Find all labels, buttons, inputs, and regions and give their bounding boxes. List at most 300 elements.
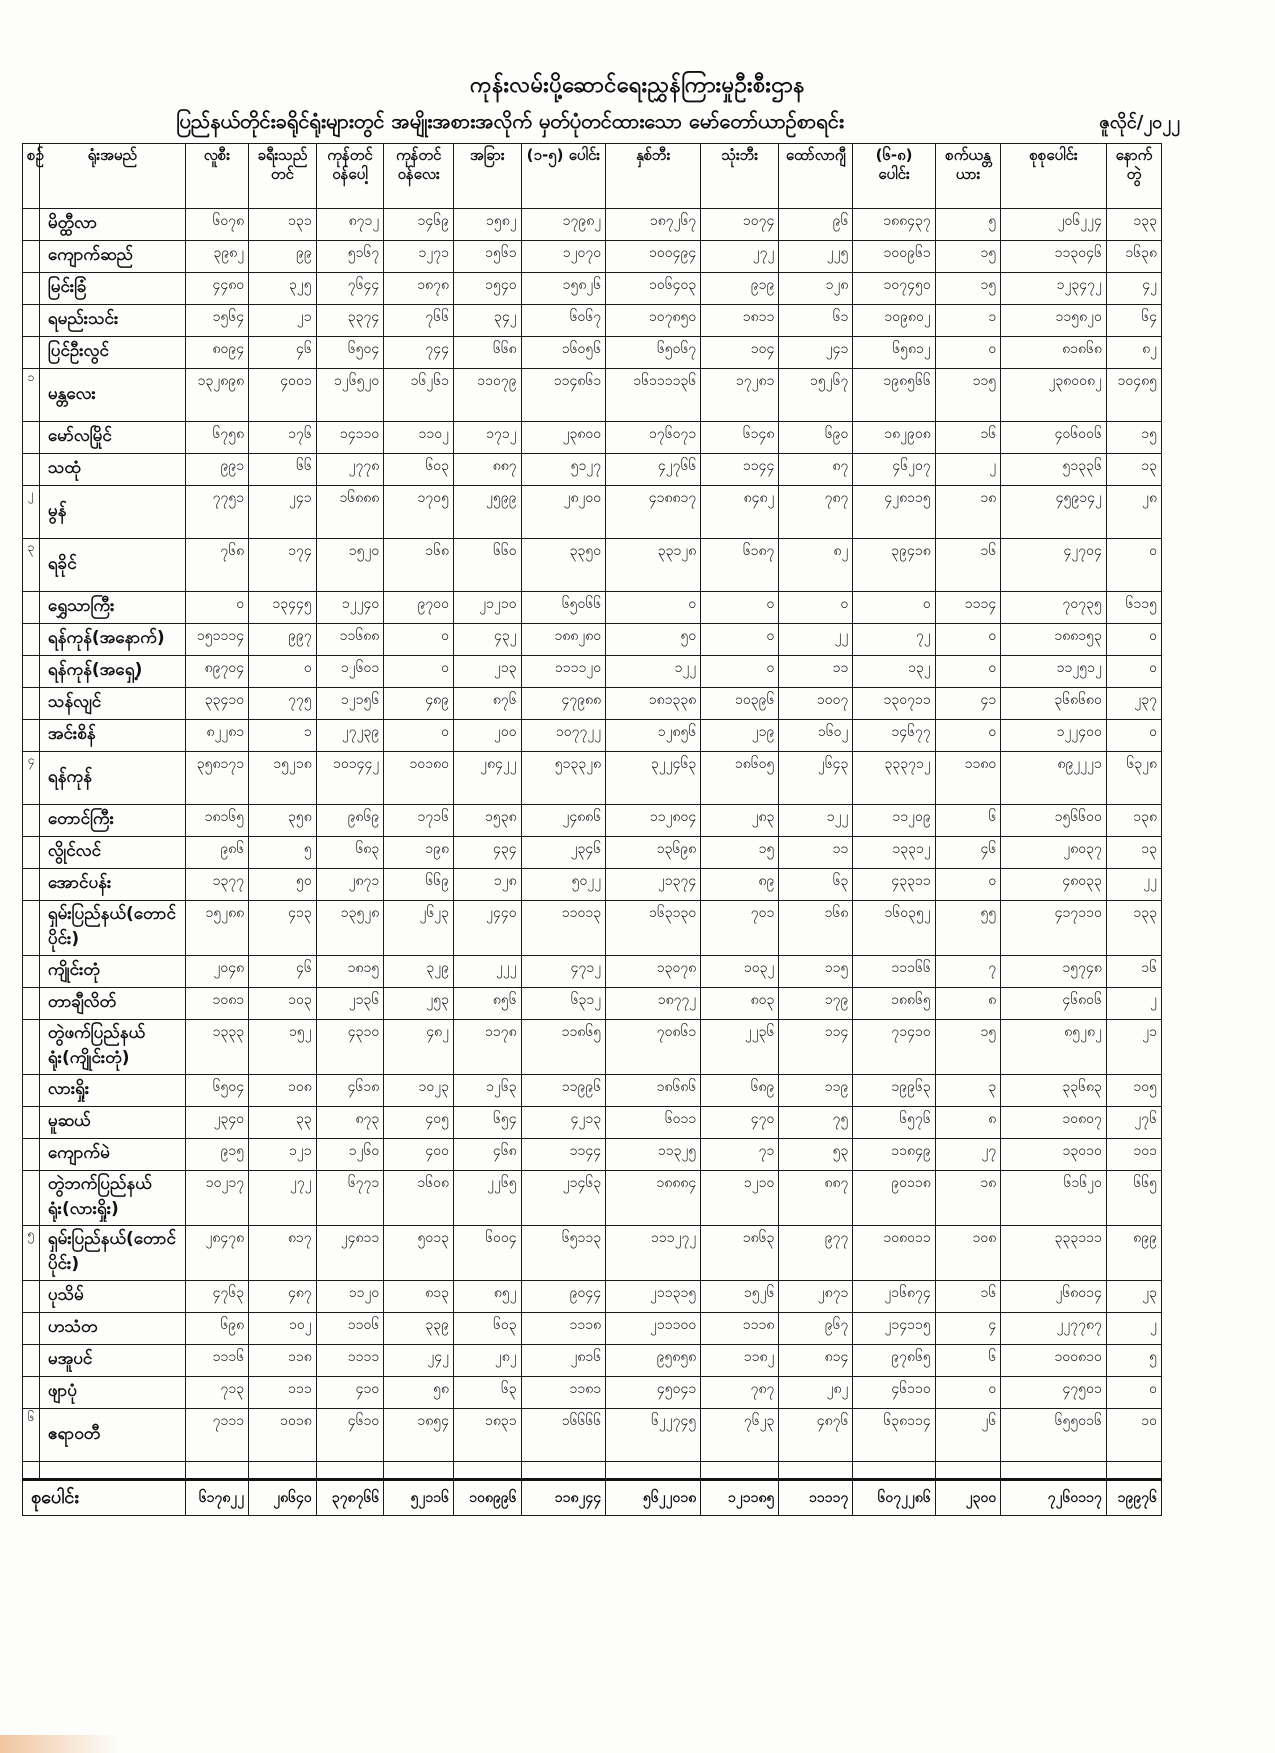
cell-value: ၄၃၄ [454,837,522,869]
office-name: ကျိုင်းတုံ [39,956,185,988]
cell-value: ၆၅၀၄ [316,337,384,369]
cell-value: ၀ [935,337,1001,369]
cell-value: ၁၀၁၈၀ [384,752,454,805]
cell-value: ၁၃၃၁၂ [853,837,935,869]
cell-value: ၀ [935,869,1001,901]
cell-value: ၁၀၇၄ [701,209,779,241]
cell-value: ၂၆ [935,1409,1001,1462]
cell-value: ၀ [606,592,701,624]
cell-value: ၁၁၀၁၃ [521,901,606,956]
cell-value: ၃၃၆၈၃ [1001,1075,1107,1107]
cell-value: ၅ [1106,1345,1161,1377]
row-index [23,624,40,656]
office-name: ဖျာပုံ [39,1377,185,1409]
cell-value: ၄၆ [249,337,317,369]
table-row [23,752,1162,805]
column-header: စုစုပေါင်း [1001,144,1107,209]
cell-value: ၇၂ [853,624,935,656]
cell-value: ၂၁၂၁၀ [454,592,522,624]
cell-value: ၁၂၂၄၀ [316,592,384,624]
cell-value: ၁၁၅ [935,369,1001,422]
cell-value: ၈၁၄ [779,1345,853,1377]
cell-value: ၁၀၃၂ [701,956,779,988]
cell-value: ၄၂၁၃ [521,1107,606,1139]
cell-value: ၁၅၂၁၈ [249,752,317,805]
cell-value: ၁၈၈၄၃၇ [853,209,935,241]
column-header: (၁-၅) ပေါင်း [521,144,606,209]
cell-value: ၁၀၃ [249,988,317,1020]
table-row [23,805,1162,837]
cell-value: ၆၄ [1106,305,1161,337]
cell-value: ၆၃၂၈ [1106,752,1161,805]
cell-value: ၂၅၉၉ [454,486,522,539]
row-index [23,1345,40,1377]
cell-value: ၁၁၆၈၈ [316,624,384,656]
cell-value: ၉၆၇ [779,1313,853,1345]
office-name: မူဆယ် [39,1107,185,1139]
row-index [23,688,40,720]
cell-value: ၈၇၆ [454,688,522,720]
column-header: သုံးဘီး [701,144,779,209]
total-value: ၆၀၇၂၂၈၆ [853,1480,935,1516]
spacer-cell [23,1462,40,1480]
spacer-cell [606,1462,701,1480]
table-row [23,988,1162,1020]
row-index [23,209,40,241]
cell-value: ၂၁၁၁၀၀ [606,1313,701,1345]
total-value: ၅၆၂၂၀၁၈ [606,1480,701,1516]
cell-value: ၆၃ [779,869,853,901]
table-row [23,369,1162,422]
cell-value: ၆၁၄၈ [701,422,779,454]
cell-value: ၂၇၂ [249,1171,317,1226]
cell-value: ၆၃၁၂ [521,988,606,1020]
cell-value: ၂၁၃၇၄ [606,869,701,901]
cell-value: ၁၆ [935,1281,1001,1313]
row-index: ၅ [23,1226,40,1281]
table-row [23,901,1162,956]
office-name: အင်းစိန် [39,720,185,752]
cell-value: ၁၃၃ [1106,209,1161,241]
cell-value: ၇ [935,956,1001,988]
total-row [23,1480,1162,1516]
row-index [23,305,40,337]
total-value: ၁၉၉၇၆ [1106,1480,1161,1516]
table-row [23,209,1162,241]
cell-value: ၂ [1106,988,1161,1020]
cell-value: ၀ [935,1377,1001,1409]
cell-value: ၁၁၈၄၉ [853,1139,935,1171]
cell-value: ၁၀၈၀၇ [1001,1107,1107,1139]
cell-value: ၁၂၁ [249,1139,317,1171]
table-row [23,1281,1162,1313]
cell-value: ၁၁၃၂၅ [606,1139,701,1171]
cell-value: ၉၇၈၆၅ [853,1345,935,1377]
cell-value: ၁၁၄၄ [521,1139,606,1171]
cell-value: ၁၁၀၇၉ [454,369,522,422]
cell-value: ၁၅၆၁ [454,241,522,273]
cell-value: ၁၅ [701,837,779,869]
cell-value: ၁၆၀၂ [779,720,853,752]
cell-value: ၂၁၃၆ [316,988,384,1020]
cell-value: ၁၅၂၈၈ [185,901,248,956]
table-row [23,720,1162,752]
cell-value: ၁၇၄ [249,539,317,592]
cell-value: ၁၁၂၀၉ [853,805,935,837]
cell-value: ၀ [701,592,779,624]
cell-value: ၂၈၃ [701,805,779,837]
cell-value: ၆၀၀၄ [454,1226,522,1281]
cell-value: ၄၀၀၁ [249,369,317,422]
cell-value: ၇၅ [779,1107,853,1139]
cell-value: ၂၇၂ [701,241,779,273]
table-header-row [23,144,1162,209]
column-header: ခရီးသည်တင် [249,144,317,209]
cell-value: ၄၃၃၁၁ [853,869,935,901]
cell-value: ၁၂၂၄၀၀ [1001,720,1107,752]
cell-value: ၈ [935,988,1001,1020]
cell-value: ၆၉၈ [185,1313,248,1345]
cell-value: ၁၀၀၉၆၁ [853,241,935,273]
cell-value: ၁၈၇၂၆၇ [606,209,701,241]
cell-value: ၁၃၃၃ [185,1020,248,1075]
cell-value: ၀ [1106,720,1161,752]
office-name: ရမည်းသင်း [39,305,185,337]
cell-value: ၁၀၅ [1106,1075,1161,1107]
cell-value: ၁၆၀၈ [384,1171,454,1226]
cell-value: ၁၁၀၂ [384,422,454,454]
cell-value: ၇၀၈၆၁ [606,1020,701,1075]
cell-value: ၄၁၈၈၁၇ [606,486,701,539]
cell-value: ၂၃၈၀၀၈၂ [1001,369,1107,422]
spacer-cell [185,1462,248,1480]
cell-value: ၁၀၄၈၅ [1106,369,1161,422]
cell-value: ၂၂၅ [779,241,853,273]
cell-value: ၉၀၁၁၈ [853,1171,935,1226]
cell-value: ၃၉၄၁၈ [853,539,935,592]
cell-value: ၆၆ [249,454,317,486]
spacer-cell [779,1462,853,1480]
spacer-cell [1106,1462,1161,1480]
vehicle-registration-table [22,143,1162,1516]
cell-value: ၈၅၂ [454,1281,522,1313]
table-row [23,837,1162,869]
cell-value: ၁၁၇၈ [454,1020,522,1075]
cell-value: ၃၃၄၁၀ [185,688,248,720]
table-row [23,1139,1162,1171]
cell-value: ၆၀၇၈ [185,209,248,241]
table-row [23,1075,1162,1107]
spacer-cell [701,1462,779,1480]
cell-value: ၁၈ [935,486,1001,539]
cell-value: ၂ [1106,1313,1161,1345]
row-index [23,720,40,752]
cell-value: ၅၀ [249,869,317,901]
cell-value: ၂၀၆၂၂၄ [1001,209,1107,241]
cell-value: ၁၀၇၇၂၂ [521,720,606,752]
cell-value: ၄ [935,1313,1001,1345]
cell-value: ၂၈ [1106,486,1161,539]
cell-value: ၁ [249,720,317,752]
cell-value: ၄၆၁၁၀ [853,1377,935,1409]
cell-value: ၇၁၁၁ [185,1409,248,1462]
cell-value: ၅၁၃၃၆ [1001,454,1107,486]
cell-value: ၁၁၄၈၆၁ [521,369,606,422]
cell-value: ၁၀၉၈၀၂ [853,305,935,337]
cell-value: ၁၆၀၅၆ [521,337,606,369]
cell-value: ၁၁၃၀၄၆ [1001,241,1107,273]
cell-value: ၃၆၈၆၈၀ [1001,688,1107,720]
row-index [23,805,40,837]
report-date: ဇူလိုင်/၂၀၂၂ [1099,112,1180,133]
cell-value: ၁၈၈၁၅၃ [1001,624,1107,656]
office-name: သန်လျင် [39,688,185,720]
table-row [23,454,1162,486]
office-name: ရန်ကုန်(အရှေ့) [39,656,185,688]
row-index: ၁ [23,369,40,422]
office-name: လွိုင်လင် [39,837,185,869]
cell-value: ၂၂၆၅ [454,1171,522,1226]
cell-value: ၁၃၁ [249,209,317,241]
cell-value: ၉၉၁ [185,454,248,486]
cell-value: ၇၄၄ [384,337,454,369]
row-index [23,1139,40,1171]
cell-value: ၀ [384,720,454,752]
cell-value: ၁၁၄ [779,1020,853,1075]
cell-value: ၅၃ [779,1139,853,1171]
row-index [23,1313,40,1345]
paper-edge-stain [0,1735,120,1753]
column-header: ရုံးအမည် [39,144,185,209]
cell-value: ၁၂၆၀၁ [316,656,384,688]
cell-value: ၄၆၈ [454,1139,522,1171]
cell-value: ၃၂၉ [384,956,454,988]
cell-value: ၆၀၆၇ [521,305,606,337]
cell-value: ၂၄၈၁၁ [316,1226,384,1281]
cell-value: ၁၀၂၁၇ [185,1171,248,1226]
row-index: ၂ [23,486,40,539]
row-index: ၃ [23,539,40,592]
cell-value: ၄၄၈၀ [185,273,248,305]
cell-value: ၈၂ [1106,337,1161,369]
cell-value: ၁၂၈ [779,273,853,305]
cell-value: ၂၃၇ [1106,688,1161,720]
cell-value: ၉၈၆၉ [316,805,384,837]
cell-value: ၇၇၅၁ [185,486,248,539]
cell-value: ၁၄၁၁၀ [316,422,384,454]
cell-value: ၁၁၀၆ [316,1313,384,1345]
cell-value: ၅ [249,837,317,869]
cell-value: ၆၅၇၆ [853,1107,935,1139]
cell-value: ၁၅ [935,241,1001,273]
cell-value: ၂၁၉ [701,720,779,752]
cell-value: ၁၃၇၇ [185,869,248,901]
cell-value: ၆၁၆၂၀ [1001,1171,1107,1226]
office-name: သထုံ [39,454,185,486]
cell-value: ၁၂၂ [779,805,853,837]
cell-value: ၉၇၀၀ [384,592,454,624]
cell-value: ၂၂၃၆ [701,1020,779,1075]
column-header: နှစ်ဘီး [606,144,701,209]
cell-value: ၁၁ [779,837,853,869]
cell-value: ၀ [384,656,454,688]
cell-value: ၈၉၂၂၂၁ [1001,752,1107,805]
table-row [23,1020,1162,1075]
cell-value: ၁၆၃၈ [1106,241,1161,273]
cell-value: ၄၀၆၀၀၆ [1001,422,1107,454]
table-row [23,1226,1162,1281]
row-index [23,1171,40,1226]
cell-value: ၁၁၈ [249,1345,317,1377]
cell-value: ၈၁၈၆၈ [1001,337,1107,369]
office-name: တာချီလိတ် [39,988,185,1020]
cell-value: ၂၄၂ [384,1345,454,1377]
office-name: ရခိုင် [39,539,185,592]
office-name: ရှမ်းပြည်နယ်(တောင်ပိုင်း) [39,901,185,956]
cell-value: ၅ [935,209,1001,241]
cell-value: ၄၂၇၀၄ [1001,539,1107,592]
office-name: ရှမ်းပြည်နယ်(တောင်ပိုင်း) [39,1226,185,1281]
cell-value: ၂၀၀ [454,720,522,752]
cell-value: ၇၀၁ [701,901,779,956]
table-row [23,337,1162,369]
cell-value: ၁၁၁၂၇၂ [606,1226,701,1281]
cell-value: ၁၀၄ [701,337,779,369]
cell-value: ၁၂၁၀ [701,1171,779,1226]
office-name: မအူပင် [39,1345,185,1377]
cell-value: ၁၂၈ [454,869,522,901]
cell-value: ၀ [779,592,853,624]
office-name: ဟသံတ [39,1313,185,1345]
cell-value: ၁၈၃၁ [454,1409,522,1462]
cell-value: ၁၂၈၅၆ [606,720,701,752]
total-value: ၇၂၆၀၁၁၇ [1001,1480,1107,1516]
cell-value: ၂၈၄၂၂ [454,752,522,805]
cell-value: ၂၂ [779,624,853,656]
cell-value: ၇၆၂၃ [701,1409,779,1462]
office-name: ရန်ကုန်(အနောက်) [39,624,185,656]
cell-value: ၂၇၇၈ [316,454,384,486]
cell-value: ၈၉၇၀၄ [185,656,248,688]
cell-value: ၁၀၇၄၅၀ [853,273,935,305]
cell-value: ၆၅၀၆၆ [521,592,606,624]
cell-value: ၈၉ [701,869,779,901]
cell-value: ၆၅၁၁၃ [521,1226,606,1281]
cell-value: ၁၁၁၆ [185,1345,248,1377]
table-body [23,209,1162,1516]
cell-value: ၁၁၉၉၆ [521,1075,606,1107]
cell-value: ၂၄၁ [779,337,853,369]
cell-value: ၁၁ [779,656,853,688]
cell-value: ၁၆၀၃၅၂ [853,901,935,956]
cell-value: ၃၃၁၂၈ [606,539,701,592]
cell-value: ၁၁၈၁ [521,1377,606,1409]
cell-value: ၁၁၁၆၆ [853,956,935,988]
cell-value: ၁၅၂၆၇ [779,369,853,422]
cell-value: ၁၆ [935,539,1001,592]
cell-value: ၁၅၈၂ [454,209,522,241]
cell-value: ၇၇၅ [249,688,317,720]
cell-value: ၈၇ [779,454,853,486]
cell-value: ၃၃၇၄ [316,305,384,337]
cell-value: ၃၃၅၀ [521,539,606,592]
cell-value: ၃၃၉ [384,1313,454,1345]
row-index [23,1281,40,1313]
table-row [23,1345,1162,1377]
cell-value: ၂၂၂ [454,956,522,988]
cell-value: ၁၀၁၈ [249,1409,317,1462]
cell-value: ၁၈၆၃ [701,1226,779,1281]
cell-value: ၁၃၂၈၉၈ [185,369,248,422]
cell-value: ၁၀၂ [249,1313,317,1345]
cell-value: ၈၀၉၄ [185,337,248,369]
cell-value: ၁၅၂ [249,1020,317,1075]
cell-value: ၂၈၂ [779,1377,853,1409]
cell-value: ၅၀၁၃ [384,1226,454,1281]
cell-value: ၃၃၃၇၁၂ [853,752,935,805]
cell-value: ၈၅၂၈၂ [1001,1020,1107,1075]
office-name: ပြင်ဦးလွင် [39,337,185,369]
column-header: ကုန်တင်ဝန်ပေါ့ [316,144,384,209]
cell-value: ၁၁၂၈၀၄ [606,805,701,837]
row-index [23,273,40,305]
cell-value: ၀ [384,624,454,656]
cell-value: ၆၀၁၁ [606,1107,701,1139]
cell-value: ၄၇၀ [701,1107,779,1139]
cell-value: ၄၁၇၁၁၀ [1001,901,1107,956]
row-index [23,988,40,1020]
row-index [23,592,40,624]
column-header: လူစီး [185,144,248,209]
cell-value: ၀ [185,592,248,624]
cell-value: ၆၃၈၁၁၄ [853,1409,935,1462]
cell-value: ၃၂၅ [249,273,317,305]
cell-value: ၂၈၀၃၇ [1001,837,1107,869]
cell-value: ၄၂၇၆၆ [606,454,701,486]
total-value: ၁၁၈၂၄၄ [521,1480,606,1516]
cell-value: ၁၆၁၁၁၁၃၆ [606,369,701,422]
cell-value: ၁၁၂၅၁၂ [1001,656,1107,688]
cell-value: ၆၀၃ [384,454,454,486]
spacer-cell [1001,1462,1107,1480]
cell-value: ၀ [249,656,317,688]
cell-value: ၁၆၆၆၆ [521,1409,606,1462]
cell-value: ၃၅၈၁၇၁ [185,752,248,805]
cell-value: ၄၆၁၈ [316,1075,384,1107]
cell-value: ၀ [935,656,1001,688]
cell-value: ၁၇၆၀၇၁ [606,422,701,454]
cell-value: ၁၇၁၂ [454,422,522,454]
cell-value: ၂၂ [1106,869,1161,901]
cell-value: ၂၈၂ [454,1345,522,1377]
office-name: ကျောက်ဆည် [39,241,185,273]
cell-value: ၁၀၆၄၀၃ [606,273,701,305]
office-name: အောင်ပန်း [39,869,185,901]
cell-value: ၄၈၀၃၃ [1001,869,1107,901]
office-name: ပုသိမ် [39,1281,185,1313]
table-row [23,1313,1162,1345]
cell-value: ၁၀၈ [249,1075,317,1107]
table-row [23,1377,1162,1409]
cell-value: ၉၅၈၅၈ [606,1345,701,1377]
cell-value: ၁၂၂ [606,656,701,688]
cell-value: ၁၅ [1106,422,1161,454]
cell-value: ၃၉၈၂ [185,241,248,273]
cell-value: ၄၁၃ [249,901,317,956]
row-index [23,1075,40,1107]
cell-value: ၆၈၉ [701,1075,779,1107]
cell-value: ၂၇ [935,1139,1001,1171]
